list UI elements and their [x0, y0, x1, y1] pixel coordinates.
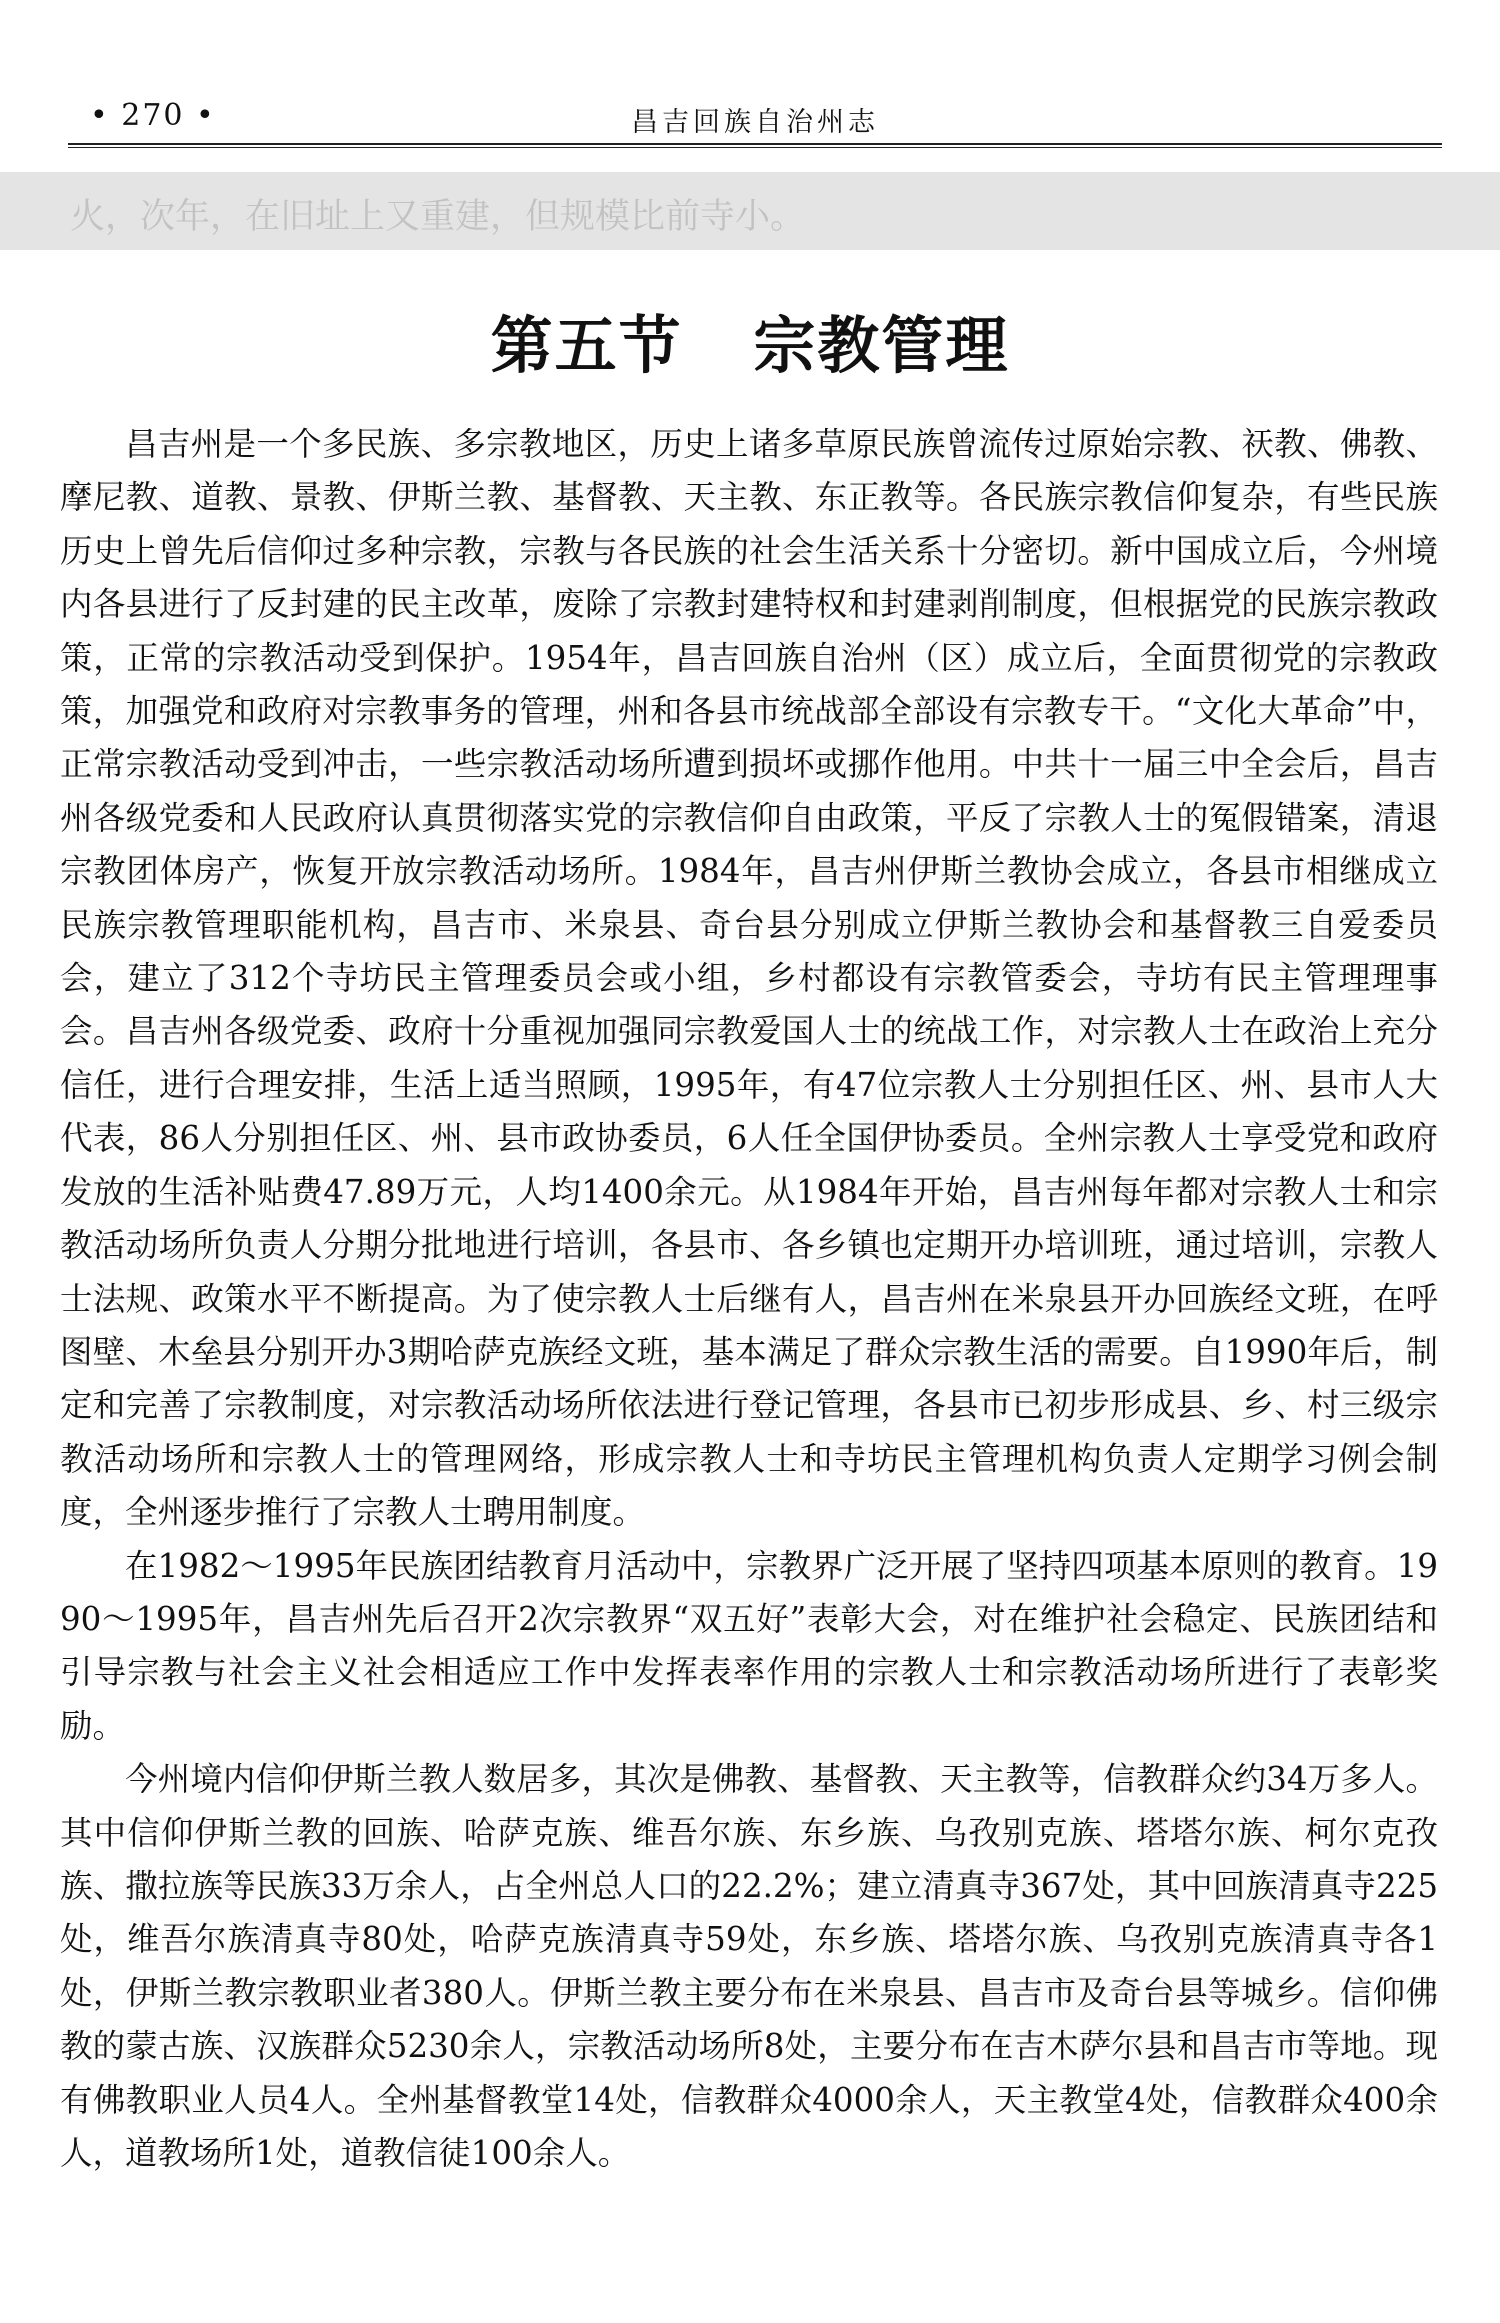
section-title: 第五节 宗教管理	[490, 309, 1010, 382]
paragraph: 在1982～1995年民族团结教育月活动中，宗教界广泛开展了坚持四项基本原则的教育。1990～1995年，昌吉州先后召开2次宗教界“双五好”表彰大会，对在维护社会稳定、民族团结和引导宗教与社会主义社会相适应工作中发挥表率作用的宗教人士和宗教活动场所进行了表彰奖励。	[60, 1546, 1438, 1745]
paragraph: 昌吉州是一个多民族、多宗教地区，历史上诸多草原民族曾流传过原始宗教、祆教、佛教、摩尼教、道教、景教、伊斯兰教、基督教、天主教、东正教等。各民族宗教信仰复杂，有些民族历史上曾先后信仰过多种宗教，宗教与各民族的社会生活关系十分密切。新中国成立后，今州境内各县进行了反封建的民主改革，废除了宗教封建特权和封建剥削制度，但根据党的民族宗教政策，正常的宗教活动受到保护。1954年，昌吉回族自治州（区）成立后，全面贯彻党的宗教政策，加强党和政府对宗教事务的管理，州和各县市统战部全部设有宗教专干。“文化大革命”中，正常宗教活动受到冲击，一些宗教活动场所遭到损坏或挪作他用。中共十一届三中全会后，昌吉州各级党委和人民政府认真贯彻落实党的宗教信仰自由政策，平反了宗教人士的冤假错案，清退宗教团体房产，恢复开放宗教活动场所。1984年，昌吉州伊斯兰教协会成立，各县市相继成立民族宗教管理职能机构，昌吉市、米泉县、奇台县分别成立伊斯兰教协会和基督教三自爱委员会，建立了312个寺坊民主管理委员会或小组，乡村都设有宗教管委会，寺坊有民主管理理事会。昌吉州各级党委、政府十分重视加强同宗教爱国人士的统战工作，对宗教人士在政治上充分信任，进行合理安排，生活上适当照顾，1995年，有47位宗教人士分别担任区、州、县市人大代表，86人分别担任区、州、县市政协委员，6人任全国伊协委员。全州宗教人士享受党和政府发放的生活补贴费47.89万元，人均1400余元。从1984年开始，昌吉州每年都对宗教人士和宗教活动场所负责人分期分批地进行培训，各县市、各乡镇也定期开办培训班，通过培训，宗教人士法规、政策水平不断提高。为了使宗教人士后继有人，昌吉州在米泉县开办回族经文班，在呼图壁、木垒县分别开办3期哈萨克族经文班，基本满足了群众宗教生活的需要。自1990年后，制定和完善了宗教制度，对宗教活动场所依法进行登记管理，各县市已初步形成县、乡、村三级宗教活动场所和宗教人士的管理网络，形成宗教人士和寺坊民主管理机构负责人定期学习例会制度，全州逐步推行了宗教人士聘用制度。	[60, 425, 1438, 1532]
page-number: • 270 •	[90, 98, 216, 133]
continued-text-line: 火，次年，在旧址上又重建，但规模比前寺小。	[70, 197, 806, 237]
continued-text-band	[0, 172, 1500, 250]
running-title: 昌吉回族自治州志	[631, 107, 879, 138]
page-header	[70, 90, 1440, 140]
body-text	[60, 418, 1438, 2180]
header-rule	[68, 143, 1442, 148]
paragraph: 今州境内信仰伊斯兰教人数居多，其次是佛教、基督教、天主教等，信教群众约34万多人。其中信仰伊斯兰教的回族、哈萨克族、维吾尔族、东乡族、乌孜别克族、塔塔尔族、柯尔克孜族、撒拉族等民族33万余人，占全州总人口的22.2%；建立清真寺367处，其中回族清真寺225处，维吾尔族清真寺80处，哈萨克族清真寺59处，东乡族、塔塔尔族、乌孜别克族清真寺各1处，伊斯兰教宗教职业者380人。伊斯兰教主要分布在米泉县、昌吉市及奇台县等城乡。信仰佛教的蒙古族、汉族群众5230余人，宗教活动场所8处，主要分布在吉木萨尔县和昌吉市等地。现有佛教职业人员4人。全州基督教堂14处，信教群众4000余人，天主教堂4处，信教群众400余人，道教场所1处，道教信徒100余人。	[60, 1760, 1438, 2172]
